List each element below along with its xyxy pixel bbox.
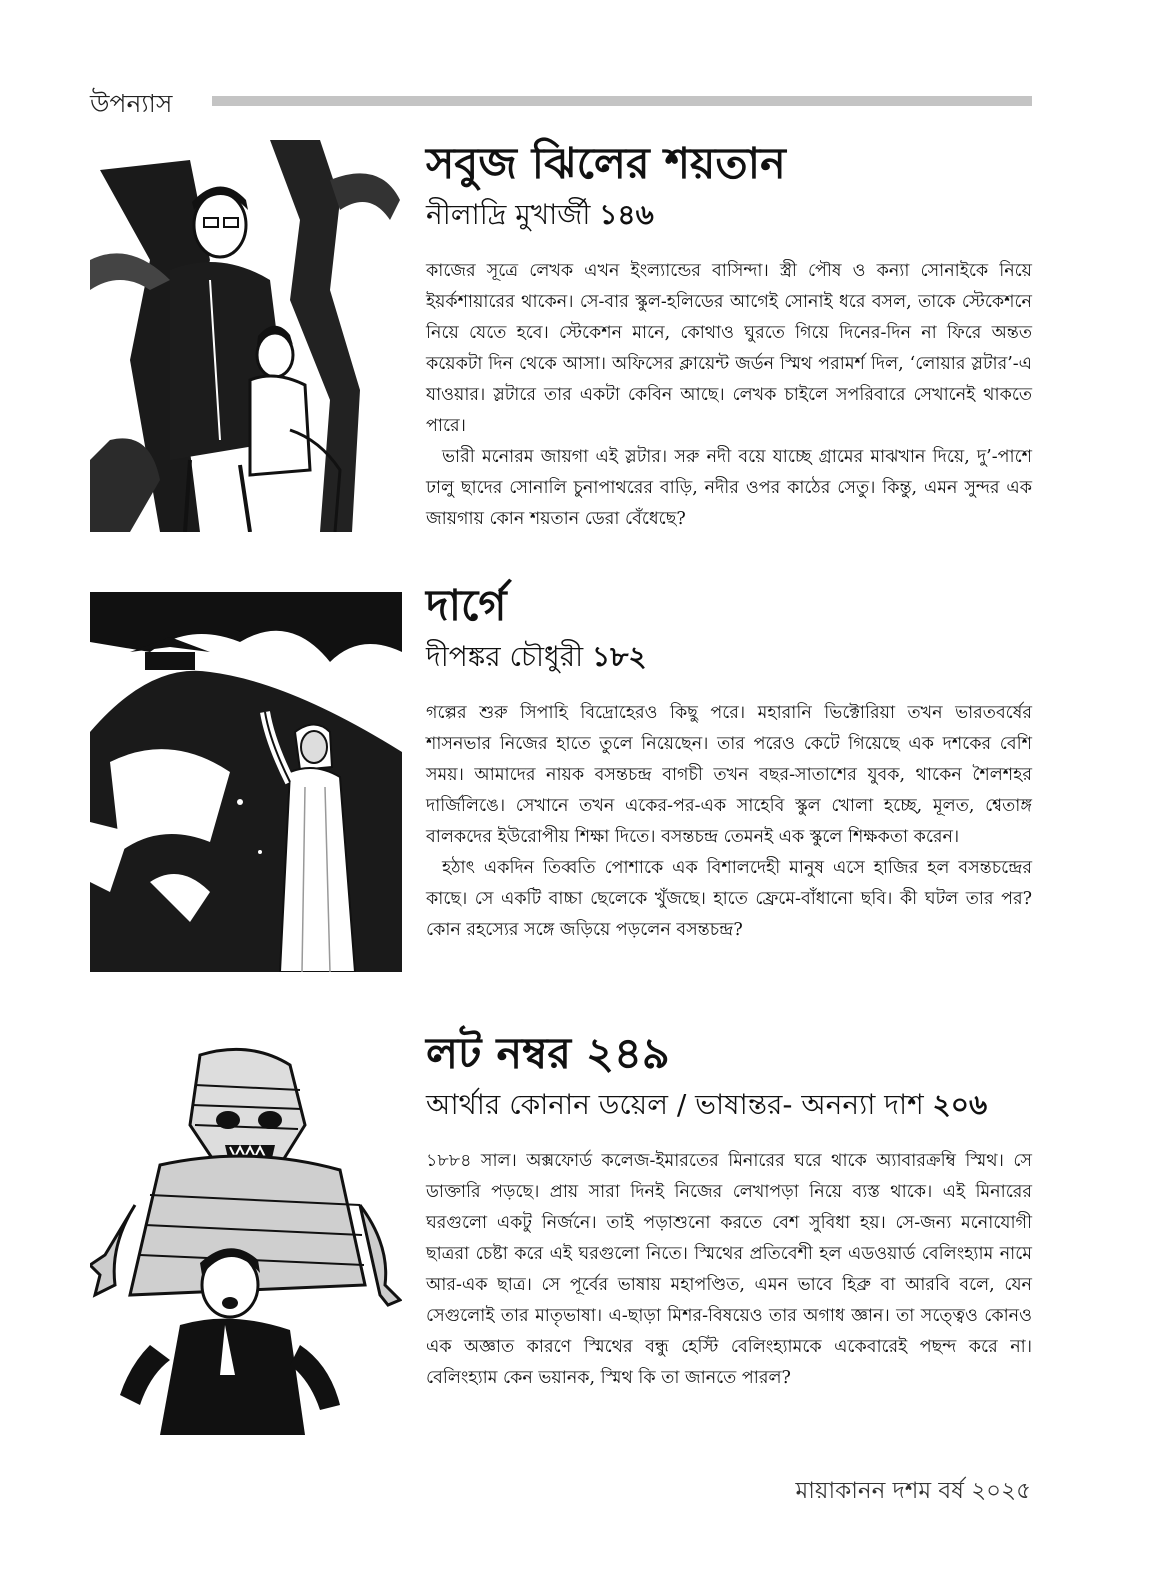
entry-byline [426, 1087, 1032, 1123]
entry-title: লট নম্বর ২৪৯ [426, 1029, 670, 1079]
section-divider [212, 96, 1032, 106]
entry-author: আর্থার কোনান ডয়েল / ভাষান্তর- অনন্যা দাশ [426, 1088, 924, 1122]
entry-sobuj-jhiler-shoytan [90, 140, 1035, 560]
entry-page-number: ১৪৬ [599, 198, 654, 232]
illustration-mummy-chasing-man [90, 1045, 402, 1435]
entry-synopsis-paragraph: হঠাৎ একদিন তিব্বতি পোশাকে এক বিশালদেহী মানুষ এসে হাজির হল বসন্তচন্দ্রের কাছে। সে একটি বাচ্চা ছেলেকে খুঁজছে। হাতে ফ্রেমে-বাঁধানো ছবি। কী ঘটল তার পর? কোন রহস্যের সঙ্গে জড়িয়ে পড়লেন বসন্তচন্দ্র? [426, 857, 1032, 940]
entry-synopsis-paragraph: কাজের সূত্রে লেখক এখন ইংল্যান্ডের বাসিন্দা। স্ত্রী পৌষ ও কন্যা সোনাইকে নিয়ে ইয়র্কশায়ারের থাকেন। সে-বার স্কুল-হলিডের আগেই সোনাই ধরে বসল, তাকে স্টেকেশনে নিয়ে যেতে হবে। স্টেকেশন মানে, কোথাও ঘুরতে গিয়ে দিনের-দিন না ফিরে অন্তত কয়েকটা দিন থেকে আসা। অফিসের ক্লায়েন্ট জর্ডন স্মিথ পরামর্শ দিল, ‘লোয়ার স্লটার’-এ যাওয়ার। স্লটারে তার একটা কেবিন আছে। লেখক চাইলে সপরিবারে সেখানেই থাকতে পারে। [426, 260, 1032, 436]
entry-darge [90, 582, 1035, 982]
section-label: উপন্যাস [90, 89, 173, 118]
entry-author: দীপঙ্কর চৌধুরী [426, 640, 584, 674]
entry-lot-number-249 [90, 1030, 1035, 1450]
entry-author: নীলাদ্রি মুখার্জী [426, 198, 591, 232]
illustration-man-and-girl-in-forest [90, 140, 402, 532]
page-footer: মায়াকানন দশম বর্ষ ২০২৫ [795, 1478, 1031, 1504]
illustration-ghost-on-mountain [90, 592, 402, 972]
entry-title: দার্গে [426, 581, 507, 631]
entry-page-number: ১৮২ [592, 640, 647, 674]
entry-byline [426, 639, 1032, 675]
entry-synopsis-paragraph: ১৮৮৪ সাল। অক্সফোর্ড কলেজ-ইমারতের মিনারের ঘরে থাকে অ্যাবারক্রম্বি স্মিথ। সে ডাক্তারি পড়ছে। প্রায় সারা দিনই নিজের লেখাপড়া নিয়ে ব্যস্ত থাকে। এই মিনারের ঘরগুলো একটু নির্জনে। তাই পড়াশুনো করতে বেশ সুবিধা হয়। সে-জন্য মনোযোগী ছাত্ররা চেষ্টা করে এই ঘরগুলো নিতে। স্মিথের প্রতিবেশী হল এডওয়ার্ড বেলিংহ্যাম নামে আর-এক ছাত্র। সে পূর্বের ভাষায় মহাপণ্ডিত, এমন ভাবে হিব্রু বা আরবি বলে, যেন সেগুলোই তার মাতৃভাষা। এ-ছাড়া মিশর-বিষয়েও তার অগাধ জ্ঞান। তা সত্ত্বেও কোনও এক অজ্ঞাত কারণে স্মিথের বন্ধু হেস্টি বেলিংহ্যামকে একেবারেই পছন্দ করে না। বেলিংহ্যাম কেন ভয়ানক, স্মিথ কি তা জানতে পারল? [426, 1150, 1032, 1388]
entry-page-number: ২০৬ [932, 1088, 988, 1122]
entry-synopsis-paragraph: ভারী মনোরম জায়গা এই স্লটার। সরু নদী বয়ে যাচ্ছে গ্রামের মাঝখান দিয়ে, দু’-পাশে ঢালু ছাদের সোনালি চুনাপাথরের বাড়ি, নদীর ওপর কাঠের সেতু। কিন্তু, এমন সুন্দর এক জায়গায় কোন শয়তান ডেরা বেঁধেছে? [426, 446, 1032, 529]
entry-synopsis-paragraph: গল্পের শুরু সিপাহি বিদ্রোহেরও কিছু পরে। মহারানি ভিক্টোরিয়া তখন ভারতবর্ষের শাসনভার নিজের হাতে তুলে নিয়েছেন। তার পরেও কেটে গিয়েছে এক দশকের বেশি সময়। আমাদের নায়ক বসন্তচন্দ্র বাগচী তখন বছর-সাতাশের যুবক, থাকেন শৈলশহর দার্জিলিঙে। সেখানে তখন একের-পর-এক সাহেবি স্কুল খোলা হচ্ছে, মূলত, শ্বেতাঙ্গ বালকদের ইউরোপীয় শিক্ষা দিতে। বসন্তচন্দ্র তেমনই এক স্কুলে শিক্ষকতা করেন। [426, 702, 1032, 847]
entry-byline [426, 197, 1032, 233]
entry-title: সবুজ ঝিলের শয়তান [426, 139, 786, 189]
